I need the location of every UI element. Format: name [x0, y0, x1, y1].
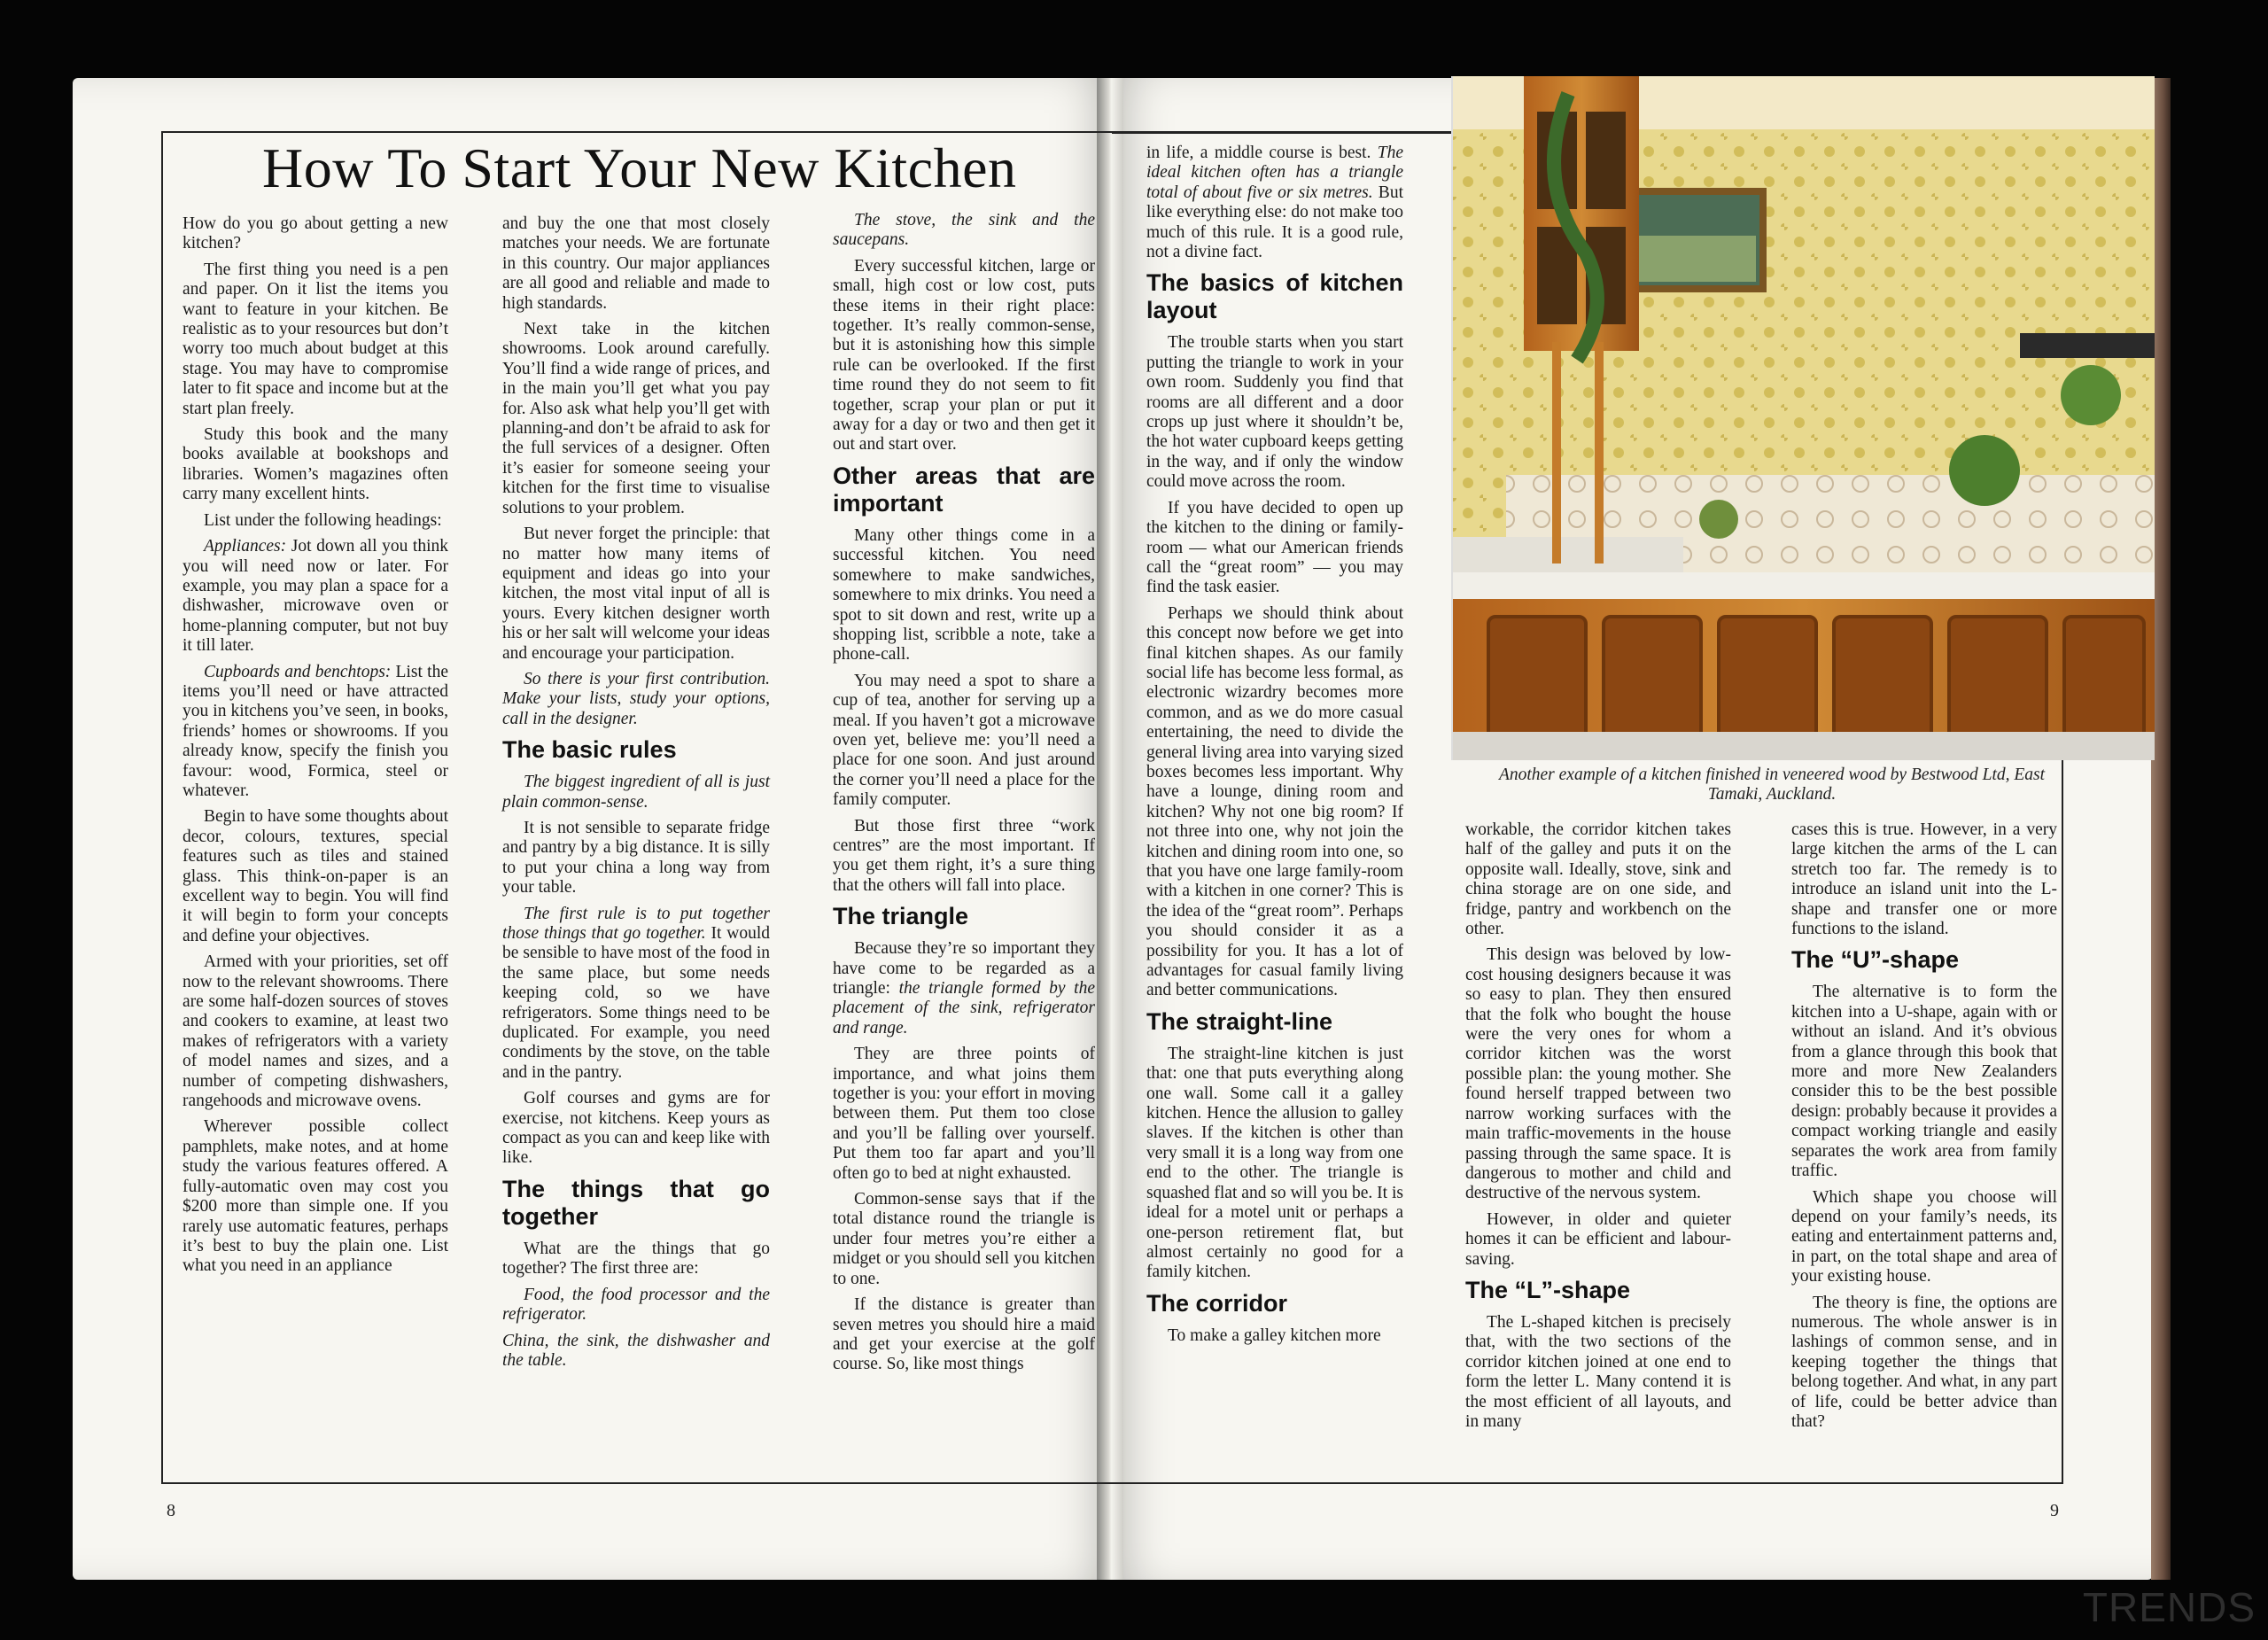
emphasis: The first rule is to put together those things that go together.	[502, 904, 770, 943]
paragraph	[833, 939, 1095, 1038]
paragraph: Golf courses and gyms are for exercise, not kitchens. Keep yours as compact as you can and keep like with like.	[502, 1089, 770, 1168]
page-title: How To Start Your New Kitchen	[262, 136, 1017, 199]
paragraph: Next take in the kitchen showrooms. Look around carefully. You’ll find a wide range of prices, and in the main you’ll get what you pay for. Also ask what help you’ll get with planning-and don’t be afraid to ask for the full services of a designer. Often it’s easier for someone seeing your kitchen for the first time to visualise solutions to your problem.	[502, 320, 770, 517]
column-6	[1791, 820, 2057, 1438]
subheading: The “L”-shape	[1465, 1276, 1631, 1303]
subheading: The basics of kitchen layout	[1146, 269, 1403, 324]
paragraph: and buy the one that most closely matches your needs. We are fortunate in this country. Our major appliances are all good and reliable and made to high standards.	[502, 214, 770, 313]
paragraph: Every successful kitchen, large or small, high cost or low cost, puts these items in their right place: together. It’s really common-sense, but it is astonishing how this simple rule can be overlooked. If the first time round they do not seem to fit together, scrap your plan or put it away for a day or two and then get it out and start over.	[833, 256, 1095, 455]
kitchen-photo	[1451, 76, 2155, 760]
paragraph: What are the things that go together? The first three are:	[502, 1239, 770, 1279]
paragraph: To make a galley kitchen more	[1168, 1325, 1381, 1345]
paragraph: Wherever possible collect pamphlets, make notes, and at home study the various features offered. A fully-automatic oven may cost you $200 more than simple one. If you rarely use automatic features, perhaps it’s best to buy the plain one. List what you need in an appliance	[183, 1117, 448, 1276]
paragraph: Armed with your priorities, set off now to the relevant showrooms. There are some half-dozen sources of stoves and cookers to examine, at least two makes of refrigerators with a variety of model names and sizes, and a number of competing dishwashers, rangehoods and microwave ovens.	[183, 952, 448, 1111]
page-number-right: 9	[2050, 1501, 2059, 1520]
paragraph: So there is your first contribution. Make your lists, study your options, call in the designer.	[502, 669, 770, 728]
paragraph: This design was beloved by low-cost housing designers because it was so easy to plan. They then ensured that the folk who bought the house were the very ones for whom a corridor kitchen was the worst possible plan: the young mother. She found herself trapped between two narrow working surfaces with the main traffic-movements in the house passing through the same space. It is dangerous to mother and child and destructive of the nervous system.	[1465, 945, 1731, 1203]
subheading: The triangle	[833, 903, 969, 930]
paragraph: If the distance is greater than seven metres you should hire a maid and get your exercise at the golf course. So, like most things	[833, 1295, 1095, 1374]
paragraph-text: Jot down all you think you will need now or later. For example, you may plan a space for a dishwasher, microwave oven or home-planning computer, but not buy it till later.	[183, 537, 448, 656]
subheading: The corridor	[1146, 1289, 1288, 1317]
kitchen-photo-illustration	[1453, 76, 2155, 760]
emphasis: The ideal kitchen often has a triangle total of about five or six metres.	[1146, 144, 1403, 202]
paragraph	[183, 537, 448, 656]
subheading: The straight-line	[1146, 1007, 1333, 1035]
column-5	[1465, 820, 1731, 1438]
paragraph-text: in life, a middle course is best.	[1146, 144, 1378, 162]
paragraph: cases this is true. However, in a very large kitchen the arms of the L can stretch too far. The remedy is to introduce an island unit into the L-shape and transfer one or more functions to the island.	[1791, 820, 2057, 939]
subheading: The “U”-shape	[1791, 946, 1960, 974]
paragraph: The first thing you need is a pen and paper. On it list the items you want to feature in your kitchen. Be realistic as to your resources but don’t worry too much about budget at this stage. You may have to compromise later to fit space and income but at the start plan freely.	[183, 260, 448, 418]
paragraph: Common-sense says that if the total distance round the triangle is under four metres you’re either a midget or you should sell you kitchen to one.	[833, 1190, 1095, 1288]
emphasis: the triangle formed by the placement of the sink, refrigerator and range.	[833, 979, 1095, 1038]
paragraph: Food, the food processor and the refrigerator.	[502, 1285, 770, 1325]
paragraph: China, the sink, the dishwasher and the table.	[502, 1331, 770, 1370]
paragraph-text: List the items you’ll need or have attracted you in kitchens you’ve seen, in books, friends’ homes or showrooms. If you already know, specify the finish you favour: wood, Formica, steel or whatever.	[183, 662, 448, 800]
paragraph: The biggest ingredient of all is just plain common-sense.	[502, 773, 770, 812]
trends-watermark: TRENDS	[2082, 1584, 2256, 1630]
paragraph: The straight-line kitchen is just that: one that puts everything along one wall. Some call it a galley kitchen. Hence the allusion to galley slaves. If the kitchen is other than very small it is a long way from one end to the other. The triangle is squashed flat and so will you be. It is ideal for a motel unit or perhaps a one-person retirement flat, but almost certainly no good for a family kitchen.	[1146, 1044, 1403, 1282]
paragraph	[502, 905, 770, 1084]
paragraph	[183, 663, 448, 802]
paragraph: The trouble starts when you start putting the triangle to work in your own room. Suddenly you find that rooms are all different and a door crops up just where it shouldn’t be, the hot water cupboard keeps getting in the way, and if only the window could move across the room.	[1146, 333, 1403, 492]
paragraph: The stove, the sink and the saucepans.	[833, 211, 1095, 250]
paragraph-text: It would be sensible to have most of the food in the same place, but some needs keeping cold, so we have refrigerators. Some things need to be duplicated. For example, you need condiments by the stove, on the table and in the pantry.	[502, 924, 770, 1082]
run-in-heading: Cupboards and benchtops:	[204, 662, 392, 681]
paragraph: They are three points of importance, and what joins them together is you: your effort in moving between them. Put them too close and you’ll be falling over yourself. Put them too far apart and you’ll often go to bed at night exhausted.	[833, 1045, 1095, 1183]
paragraph: It is not sensible to separate fridge and pantry by a big distance. It is silly to put your china a long way from your table.	[502, 818, 770, 898]
subheading: The things that go together	[502, 1175, 770, 1230]
paragraph-text: Because they’re so important they have come to be regarded as a triangle:	[833, 939, 1095, 998]
paragraph: How do you go about getting a new kitchen?	[183, 214, 448, 253]
column-2	[502, 214, 770, 1377]
paragraph	[1146, 144, 1403, 262]
subheading: Other areas that are important	[833, 462, 1095, 517]
paragraph: You may need a spot to share a cup of tea, another for serving up a meal. If you haven’t got a microwave oven yet, believe me: you’ll need a place for one soon. And just around the corner you’ll need a place for the family computer.	[833, 671, 1095, 810]
column-3	[833, 211, 1095, 1381]
column-4	[1146, 144, 1403, 1352]
paragraph: But those first three “work centres” are the most important. If you get them right, it’s a sure thing that the others will fall into place.	[833, 816, 1095, 895]
right-top-rule	[1112, 131, 1451, 134]
column-1	[183, 214, 448, 1283]
paragraph: The L-shaped kitchen is precisely that, with the two sections of the corridor kitchen joined at one end to form the letter L. Many contend it is the most efficient of all layouts, and in many	[1465, 1312, 1731, 1431]
paragraph: The alternative is to form the kitchen into a U-shape, again with or without an island. And it’s obvious from a glance through this book that more and more New Zealanders consider this to be the best possible design: probably because it provides a compact working triangle and easily separates the work area from family traffic.	[1791, 983, 2057, 1181]
run-in-heading: Appliances:	[204, 537, 287, 556]
page-number-left: 8	[167, 1501, 175, 1520]
paragraph: Many other things come in a successful kitchen. You need somewhere to make sandwiches, somewhere to mix drinks. You need a spot to sit down and rest, write up a shopping list, scribble a note, take a phone-call.	[833, 525, 1095, 665]
paragraph: Begin to have some thoughts about decor, colours, textures, special features such as tiles and stained glass. This think-on-paper is an excellent way to begin. You will find it will begin to form your concepts and define your objectives.	[183, 807, 448, 945]
paragraph: But never forget the principle: that no matter how many items of equipment and ideas go into your kitchen, the most vital input of all is yours. Every kitchen designer worth his or her salt will welcome your ideas and encourage your participation.	[502, 525, 770, 663]
paragraph-text: But like everything else: do not make too much of this rule. It is a good rule, not a divine fact.	[1146, 183, 1403, 262]
paragraph: Which shape you choose will depend on your family’s needs, its eating and entertainment patterns and, in part, on the total shape and area of your existing house.	[1791, 1187, 2057, 1286]
paragraph: List under the following headings:	[204, 510, 442, 530]
paragraph: Perhaps we should think about this concept now before we get into final kitchen shapes. As our family social life has become less formal, as electronic wizardry becomes more common, and as we do more casual entertaining, the need to divide the general living area into varying sized boxes becomes less important. Why have a lounge, dining room and kitchen? Why not one big room? If not three into one, why not join the kitchen and dining room into one, so that you have one large family-room with a kitchen in one corner? This is the idea of the “great room”. Perhaps you should consider it as a possibility for you. It has a lot of advantages for casual family living and better communications.	[1146, 603, 1403, 1000]
paragraph: Study this book and the many books available at bookshops and libraries. Women’s magazines often carry many excellent hints.	[183, 425, 448, 504]
paragraph: The theory is fine, the options are numerous. The whole answer is in lashings of common sense, and in keeping together the things that belong together. And what, in any part of life, could be better advice than that?	[1791, 1293, 2057, 1431]
subheading: The basic rules	[502, 736, 677, 764]
paragraph: However, in older and quieter homes it can be efficient and labour-saving.	[1465, 1209, 1731, 1269]
paragraph: If you have decided to open up the kitchen to the dining or family-room — what our American friends call the “great room” — you may find the task easier.	[1146, 498, 1403, 597]
paragraph: workable, the corridor kitchen takes half of the galley and puts it on the opposite wall. Ideally, stove, sink and china storage are on one side, and fridge, pantry and workbench on the other.	[1465, 820, 1731, 939]
photo-caption: Another example of a kitchen finished in veneered wood by Bestwood Ltd, East Tamaki, Auckland.	[1498, 766, 2046, 804]
